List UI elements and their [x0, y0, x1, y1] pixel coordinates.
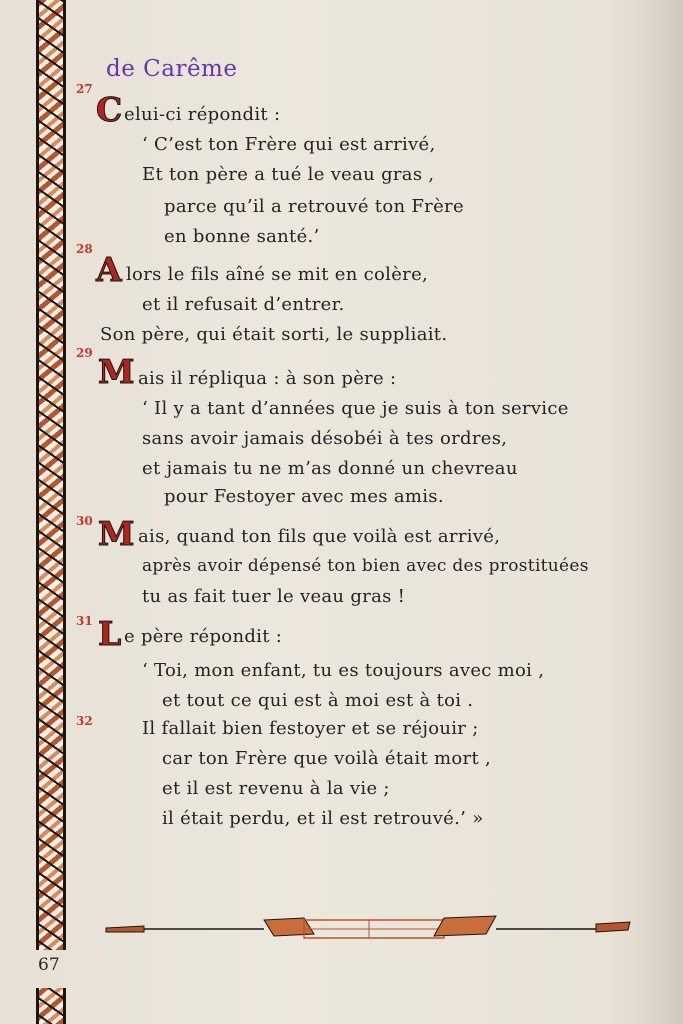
- verse-line: elui-ci répondit :: [124, 104, 281, 125]
- verse-line: pour Festoyer avec mes amis.: [164, 486, 444, 507]
- verse-line: parce qu’il a retrouvé ton Frère: [164, 196, 464, 217]
- verse-line: sans avoir jamais désobéi à tes ordres,: [142, 428, 508, 449]
- verse-line: ‘ Toi, mon enfant, tu es toujours avec moi ,: [142, 660, 545, 681]
- verse-line: e père répondit :: [124, 626, 283, 647]
- verse-line: ‘ Il y a tant d’années que je suis à ton service: [142, 398, 569, 419]
- verse-number: 32: [76, 714, 93, 728]
- verse-line: ais il répliqua : à son père :: [138, 368, 397, 389]
- verse-number: 28: [76, 242, 93, 256]
- verse-number: 29: [76, 346, 93, 360]
- verse-line: Il fallait bien festoyer et se réjouir ;: [142, 718, 479, 739]
- stained-glass-border: [36, 0, 66, 950]
- verse-line: et il est revenu à la vie ;: [162, 778, 390, 799]
- page-number: 67: [38, 955, 60, 975]
- drop-cap: L: [98, 614, 122, 653]
- verse-line: ais, quand ton fils que voilà est arrivé,: [138, 526, 501, 547]
- verse-line: et il refusait d’entrer.: [142, 294, 345, 315]
- verse-line: il était perdu, et il est retrouvé.’ »: [162, 808, 484, 829]
- verse-line: et tout ce qui est à moi est à toi .: [162, 690, 474, 711]
- stained-glass-border-bottom: [36, 988, 66, 1024]
- ornamental-divider: [104, 912, 632, 944]
- drop-cap: C: [96, 90, 123, 129]
- verse-line: Et ton père a tué le veau gras ,: [142, 164, 435, 185]
- verse-line: et jamais tu ne m’as donné un chevreau: [142, 458, 518, 479]
- verse-number: 31: [76, 614, 93, 628]
- verse-line: Son père, qui était sorti, le suppliait.: [100, 324, 448, 345]
- verse-line: tu as fait tuer le veau gras !: [142, 586, 406, 607]
- verse-line: car ton Frère que voilà était mort ,: [162, 748, 492, 769]
- verse-line: après avoir dépensé ton bien avec des prostituées: [142, 556, 589, 576]
- drop-cap: A: [96, 250, 122, 289]
- verse-line: lors le fils aîné se mit en colère,: [126, 264, 429, 285]
- verse-number: 27: [76, 82, 93, 96]
- drop-cap: M: [98, 514, 135, 553]
- drop-cap: M: [98, 352, 135, 391]
- verse-number: 30: [76, 514, 93, 528]
- verse-line: en bonne santé.’: [164, 226, 320, 247]
- page-edge-shadow: [612, 0, 683, 1024]
- verse-line: ‘ C’est ton Frère qui est arrivé,: [142, 134, 436, 155]
- section-heading: de Carême: [106, 56, 238, 82]
